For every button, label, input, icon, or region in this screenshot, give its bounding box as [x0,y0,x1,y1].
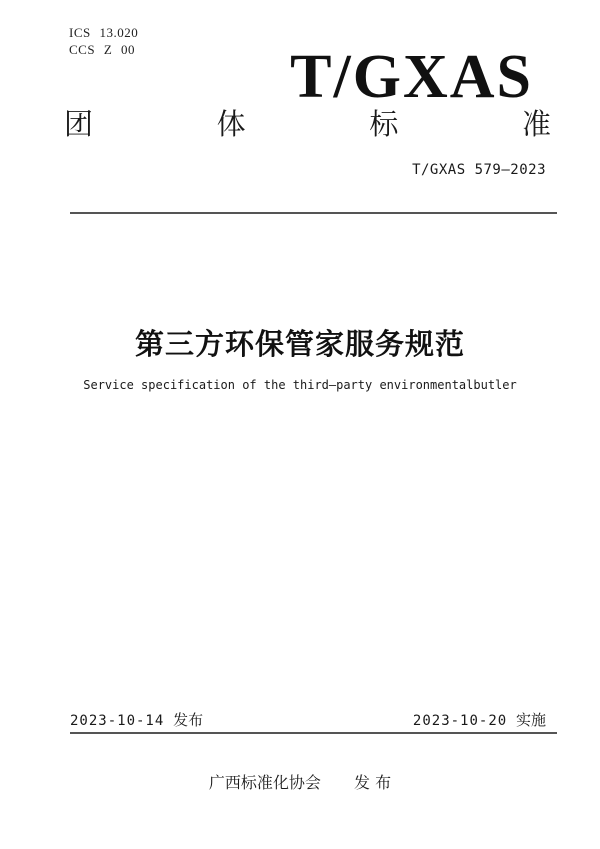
standard-type-char-1: 团 [64,107,94,141]
issue-label: 发布 [173,711,204,729]
tgxas-logo: T/GXAS [290,43,533,111]
implementation-date-group [413,709,546,730]
document-title-en: Service specification of the third—party environmentalbutler [83,378,517,392]
classification-codes [69,24,138,58]
implementation-date: 2023-10-20 [412,713,508,729]
publisher-row [0,770,600,793]
header-divider [70,212,557,214]
ics-code: ICS 13.020 [69,25,139,40]
publisher-name: 广西标准化协会 [208,773,321,792]
standard-type-char-4: 准 [521,107,551,141]
implementation-label: 实施 [515,711,546,729]
standard-type-row [64,109,551,141]
footer-divider [70,732,557,734]
ccs-code: CCS Z 00 [69,42,136,57]
standard-type-char-3: 标 [369,107,399,141]
standard-code: T/GXAS 579—2023 [412,162,546,178]
publisher-action: 发 布 [354,773,392,792]
dates-row [70,709,546,730]
document-title-zh: 第三方环保管家服务规范 [134,327,465,361]
issue-date: 2023-10-14 [70,713,165,729]
issue-date-group [70,709,203,730]
standard-type-char-2: 体 [216,107,246,141]
